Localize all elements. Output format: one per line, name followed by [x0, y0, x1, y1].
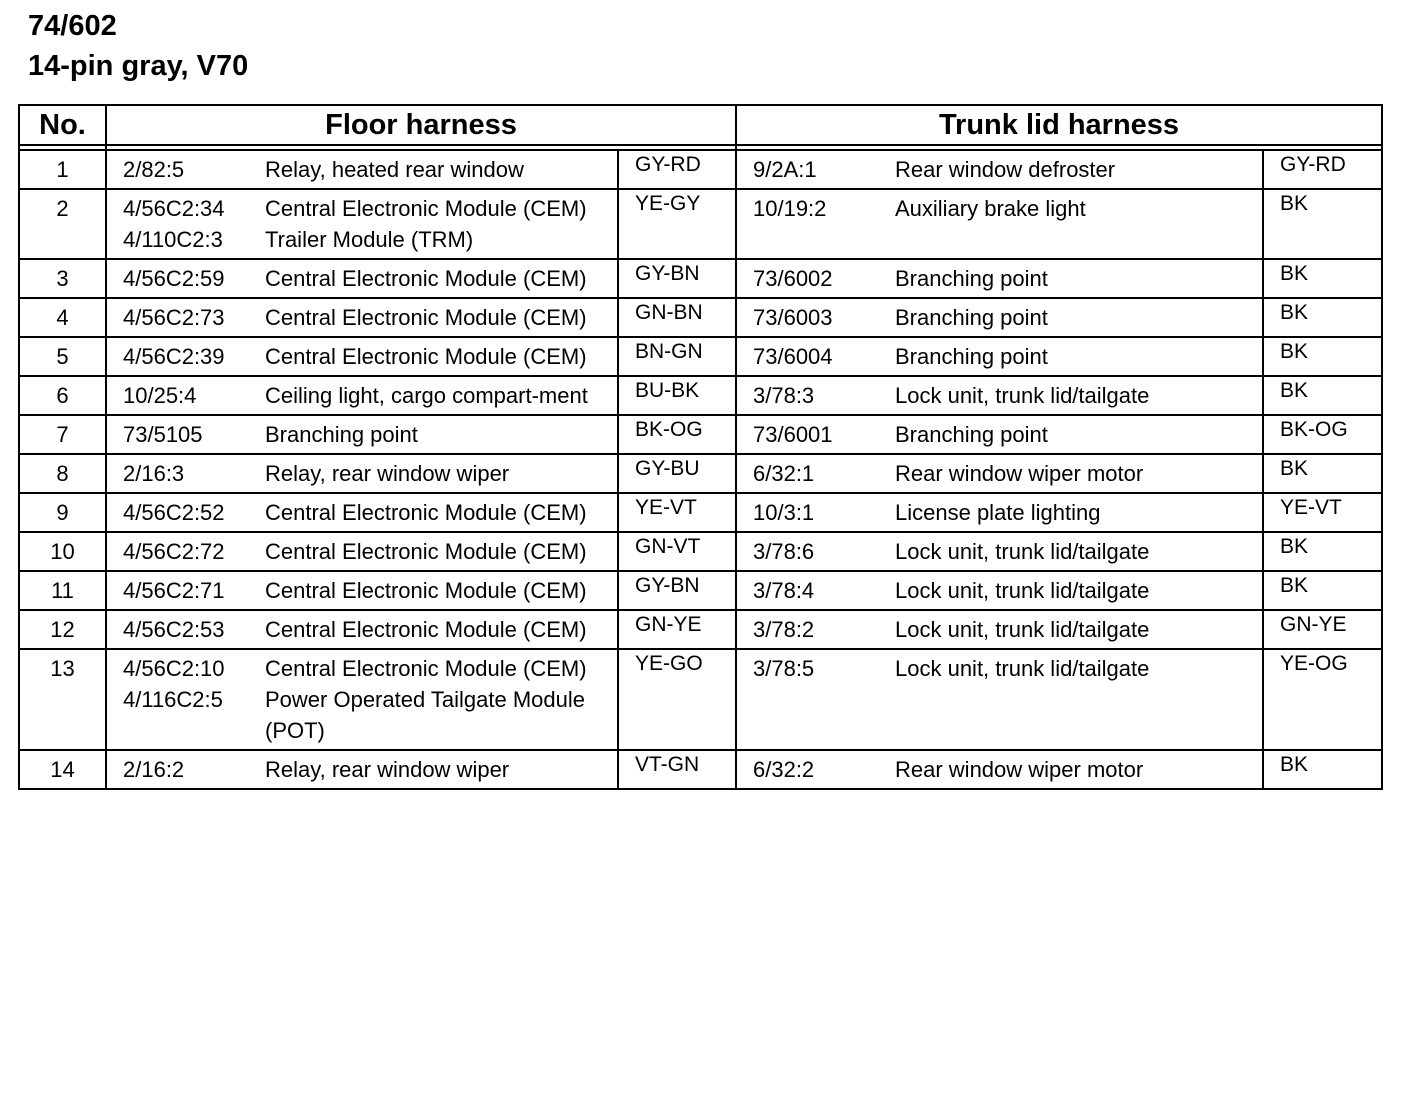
component-description: Rear window wiper motor: [895, 461, 1144, 486]
wire-color-code: BK: [1280, 753, 1309, 776]
header-floor-harness: Floor harness: [106, 105, 736, 145]
connector-pin-ref: 4/56C2:39: [123, 344, 225, 369]
trunk-connection-entry: [737, 536, 1262, 567]
connector-pin-ref: 73/6004: [753, 344, 833, 369]
component-description: Central Electronic Module (CEM): [265, 196, 587, 221]
component-description: Central Electronic Module (CEM): [265, 539, 587, 564]
floor-connection-entry: [107, 575, 617, 606]
pin-number: 3: [19, 259, 106, 298]
floor-harness-cell: [106, 298, 618, 337]
table-row: [19, 750, 1382, 789]
connector-pin-ref: 3/78:3: [753, 383, 815, 408]
trunk-connection-entry: [737, 302, 1262, 333]
trunk-harness-cell: [736, 337, 1263, 376]
connector-pin-ref: 4/56C2:10: [123, 656, 225, 681]
trunk-wire-color: [1263, 376, 1382, 415]
pin-number: 14: [19, 750, 106, 789]
floor-harness-cell: [106, 150, 618, 189]
trunk-wire-color: [1263, 454, 1382, 493]
connector-pin-ref: 6/32:2: [753, 757, 815, 782]
wire-color-code: YE-GY: [635, 192, 701, 215]
floor-harness-cell: [106, 415, 618, 454]
table-body: [19, 150, 1382, 789]
component-description: Central Electronic Module (CEM): [265, 344, 587, 369]
trunk-connection-entry: [737, 458, 1262, 489]
trunk-connection-entry: [737, 341, 1262, 372]
floor-connection-entry: [107, 684, 617, 746]
floor-harness-cell: [106, 649, 618, 750]
pin-number: 11: [19, 571, 106, 610]
trunk-wire-color: [1263, 571, 1382, 610]
trunk-harness-cell: [736, 493, 1263, 532]
floor-wire-color: [618, 150, 736, 189]
wire-color-code: BK: [1280, 379, 1309, 402]
wire-color-code: BK: [1280, 535, 1309, 558]
connector-pin-ref: 3/78:5: [753, 656, 815, 681]
table-row: [19, 259, 1382, 298]
floor-harness-cell: [106, 376, 618, 415]
trunk-harness-cell: [736, 298, 1263, 337]
floor-connection-entry: [107, 380, 617, 411]
wire-color-code: BN-GN: [635, 340, 703, 363]
trunk-wire-color: [1263, 750, 1382, 789]
component-description: Lock unit, trunk lid/tailgate: [895, 617, 1150, 642]
component-description: Lock unit, trunk lid/tailgate: [895, 539, 1150, 564]
trunk-wire-color: [1263, 649, 1382, 750]
floor-wire-color: [618, 571, 736, 610]
connector-pin-ref: 6/32:1: [753, 461, 815, 486]
trunk-harness-cell: [736, 532, 1263, 571]
pin-number: 6: [19, 376, 106, 415]
table-row: [19, 415, 1382, 454]
trunk-connection-entry: [737, 614, 1262, 645]
header-trunk-lid-harness: Trunk lid harness: [736, 105, 1382, 145]
pin-assignment-table: [18, 104, 1383, 790]
trunk-harness-cell: [736, 189, 1263, 259]
floor-connection-entry: [107, 497, 617, 528]
table-row: [19, 298, 1382, 337]
table-row: [19, 571, 1382, 610]
component-description: Branching point: [895, 266, 1048, 291]
component-description: Lock unit, trunk lid/tailgate: [895, 383, 1150, 408]
wire-color-code: GN-VT: [635, 535, 701, 558]
connector-pin-ref: 2/16:2: [123, 757, 185, 782]
floor-connection-entry: [107, 224, 617, 255]
component-description: Rear window defroster: [895, 157, 1116, 182]
pin-number: 12: [19, 610, 106, 649]
trunk-connection-entry: [737, 497, 1262, 528]
floor-connection-entry: [107, 341, 617, 372]
connector-pin-ref: 2/82:5: [123, 157, 185, 182]
pin-number: 13: [19, 649, 106, 750]
floor-harness-cell: [106, 571, 618, 610]
connector-pin-ref: 10/25:4: [123, 383, 197, 408]
trunk-wire-color: [1263, 150, 1382, 189]
wire-color-code: GY-RD: [1280, 153, 1346, 176]
trunk-harness-cell: [736, 376, 1263, 415]
connector-pin-ref: 73/6003: [753, 305, 833, 330]
connector-pin-ref: 4/56C2:34: [123, 196, 225, 221]
wire-color-code: BK: [1280, 340, 1309, 363]
table-row: [19, 337, 1382, 376]
wire-color-code: BK: [1280, 457, 1309, 480]
table-row: [19, 189, 1382, 259]
table-row: [19, 493, 1382, 532]
connector-pin-ref: 73/6001: [753, 422, 833, 447]
component-description: Lock unit, trunk lid/tailgate: [895, 578, 1150, 603]
table-row: [19, 376, 1382, 415]
wire-color-code: BU-BK: [635, 379, 700, 402]
floor-wire-color: [618, 376, 736, 415]
floor-harness-cell: [106, 493, 618, 532]
trunk-connection-entry: [737, 154, 1262, 185]
component-description: Relay, rear window wiper: [265, 461, 510, 486]
pin-number: 7: [19, 415, 106, 454]
component-description: Branching point: [895, 422, 1048, 447]
wire-color-code: GN-BN: [635, 301, 703, 324]
wire-color-code: YE-OG: [1280, 652, 1348, 675]
trunk-wire-color: [1263, 493, 1382, 532]
floor-connection-entry: [107, 263, 617, 294]
floor-connection-entry: [107, 536, 617, 567]
connector-pin-ref: 4/56C2:53: [123, 617, 225, 642]
table-row: [19, 649, 1382, 750]
connector-pin-ref: 4/116C2:5: [123, 687, 223, 712]
component-description: Central Electronic Module (CEM): [265, 617, 587, 642]
floor-connection-entry: [107, 458, 617, 489]
trunk-wire-color: [1263, 259, 1382, 298]
floor-wire-color: [618, 298, 736, 337]
connector-pin-ref: 9/2A:1: [753, 157, 817, 182]
pin-number: 9: [19, 493, 106, 532]
floor-harness-cell: [106, 532, 618, 571]
floor-wire-color: [618, 259, 736, 298]
trunk-wire-color: [1263, 298, 1382, 337]
component-description: Branching point: [895, 305, 1048, 330]
component-description: Central Electronic Module (CEM): [265, 266, 587, 291]
component-description: Relay, heated rear window: [265, 157, 524, 182]
trunk-connection-entry: [737, 193, 1262, 224]
table-row: [19, 610, 1382, 649]
floor-harness-cell: [106, 337, 618, 376]
connector-pin-ref: 4/56C2:72: [123, 539, 225, 564]
pin-number: 5: [19, 337, 106, 376]
floor-harness-cell: [106, 750, 618, 789]
trunk-harness-cell: [736, 610, 1263, 649]
trunk-wire-color: [1263, 337, 1382, 376]
header-no: No.: [19, 105, 106, 145]
connector-pin-ref: 3/78:4: [753, 578, 815, 603]
trunk-harness-cell: [736, 454, 1263, 493]
connector-description: 14-pin gray, V70: [28, 50, 249, 82]
component-description: Central Electronic Module (CEM): [265, 500, 587, 525]
floor-wire-color: [618, 454, 736, 493]
trunk-connection-entry: [737, 263, 1262, 294]
connector-pin-ref: 3/78:6: [753, 539, 815, 564]
floor-wire-color: [618, 532, 736, 571]
trunk-connection-entry: [737, 754, 1262, 785]
trunk-harness-cell: [736, 259, 1263, 298]
component-description: Central Electronic Module (CEM): [265, 656, 587, 681]
table-row: [19, 454, 1382, 493]
trunk-harness-cell: [736, 150, 1263, 189]
pin-number: 10: [19, 532, 106, 571]
trunk-wire-color: [1263, 189, 1382, 259]
wire-color-code: GN-YE: [1280, 613, 1347, 636]
component-description: Central Electronic Module (CEM): [265, 578, 587, 603]
wire-color-code: BK-OG: [1280, 418, 1348, 441]
component-description: Rear window wiper motor: [895, 757, 1144, 782]
wire-color-code: BK-OG: [635, 418, 703, 441]
trunk-connection-entry: [737, 653, 1262, 684]
trunk-harness-cell: [736, 649, 1263, 750]
wire-color-code: GY-RD: [635, 153, 701, 176]
connector-pin-ref: 73/6002: [753, 266, 833, 291]
wire-color-code: GN-YE: [635, 613, 702, 636]
floor-connection-entry: [107, 419, 617, 450]
pin-number: 4: [19, 298, 106, 337]
component-description: Ceiling light, cargo compart-ment: [265, 383, 588, 408]
floor-wire-color: [618, 337, 736, 376]
component-description: Lock unit, trunk lid/tailgate: [895, 656, 1150, 681]
wire-color-code: VT-GN: [635, 753, 700, 776]
wire-color-code: GY-BN: [635, 262, 700, 285]
trunk-wire-color: [1263, 532, 1382, 571]
wire-color-code: GY-BN: [635, 574, 700, 597]
trunk-harness-cell: [736, 750, 1263, 789]
table-header-row: [19, 105, 1382, 145]
floor-harness-cell: [106, 259, 618, 298]
floor-connection-entry: [107, 754, 617, 785]
floor-harness-cell: [106, 454, 618, 493]
wire-color-code: YE-VT: [1280, 496, 1342, 519]
component-description: License plate lighting: [895, 500, 1101, 525]
floor-wire-color: [618, 750, 736, 789]
pin-number: 2: [19, 189, 106, 259]
floor-connection-entry: [107, 154, 617, 185]
floor-wire-color: [618, 415, 736, 454]
connector-pin-ref: 73/5105: [123, 422, 203, 447]
floor-wire-color: [618, 610, 736, 649]
connector-pin-ref: 10/19:2: [753, 196, 827, 221]
connector-pin-ref: 3/78:2: [753, 617, 815, 642]
floor-connection-entry: [107, 614, 617, 645]
connector-id: 74/602: [28, 10, 117, 42]
component-description: Relay, rear window wiper: [265, 757, 510, 782]
floor-harness-cell: [106, 189, 618, 259]
wire-color-code: BK: [1280, 574, 1309, 597]
trunk-connection-entry: [737, 380, 1262, 411]
connector-pin-ref: 4/56C2:52: [123, 500, 225, 525]
wire-color-code: YE-GO: [635, 652, 703, 675]
wire-color-code: GY-BU: [635, 457, 700, 480]
connector-pin-ref: 4/56C2:71: [123, 578, 225, 603]
component-description: Auxiliary brake light: [895, 196, 1086, 221]
floor-connection-entry: [107, 193, 617, 224]
trunk-harness-cell: [736, 571, 1263, 610]
component-description: Branching point: [265, 422, 418, 447]
floor-wire-color: [618, 493, 736, 532]
connector-pin-ref: 10/3:1: [753, 500, 815, 525]
trunk-connection-entry: [737, 575, 1262, 606]
floor-wire-color: [618, 189, 736, 259]
wire-color-code: BK: [1280, 301, 1309, 324]
wire-color-code: YE-VT: [635, 496, 697, 519]
floor-wire-color: [618, 649, 736, 750]
component-description: Power Operated Tailgate Module (POT): [265, 687, 586, 743]
wire-color-code: BK: [1280, 262, 1309, 285]
pin-number: 8: [19, 454, 106, 493]
trunk-connection-entry: [737, 419, 1262, 450]
connector-pin-ref: 4/56C2:59: [123, 266, 225, 291]
connector-pin-ref: 4/110C2:3: [123, 227, 223, 252]
wire-color-code: BK: [1280, 192, 1309, 215]
table-row: [19, 532, 1382, 571]
trunk-wire-color: [1263, 610, 1382, 649]
trunk-harness-cell: [736, 415, 1263, 454]
connector-pin-ref: 2/16:3: [123, 461, 185, 486]
floor-connection-entry: [107, 302, 617, 333]
table-row: [19, 150, 1382, 189]
component-description: Branching point: [895, 344, 1048, 369]
floor-harness-cell: [106, 610, 618, 649]
floor-connection-entry: [107, 653, 617, 684]
component-description: Trailer Module (TRM): [265, 227, 474, 252]
component-description: Central Electronic Module (CEM): [265, 305, 587, 330]
title-block: [28, 6, 248, 86]
connector-pin-ref: 4/56C2:73: [123, 305, 225, 330]
pin-number: 1: [19, 150, 106, 189]
trunk-wire-color: [1263, 415, 1382, 454]
